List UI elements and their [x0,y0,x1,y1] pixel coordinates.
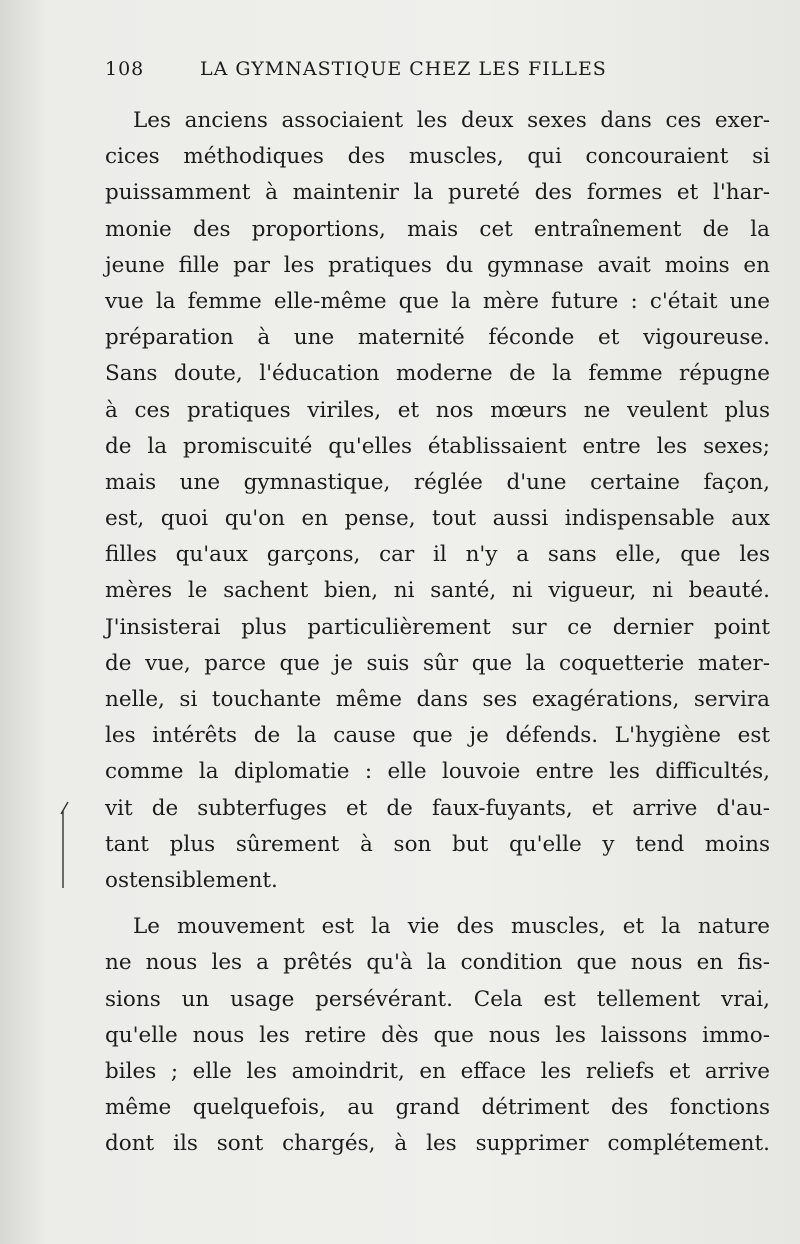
text-line: vit de subterfuges et de faux-fuyants, et arrive d'au- [105,795,770,821]
text-line: tant plus sûrement à son but qu'elle y tend moins [105,831,770,857]
text-line: préparation à une maternité féconde et vigoureuse. [105,325,770,351]
text-line: même quelquefois, au grand détriment des fonctions [105,1095,770,1121]
text-line: mais une gymnastique, réglée d'une certaine façon, [105,469,770,495]
text-line: Les anciens associaient les deux sexes dans ces exer- [133,108,770,133]
text-line: ostensiblement. [105,867,278,893]
text-line: à ces pratiques viriles, et nos mœurs ne veulent plus [105,397,770,423]
paragraph-1 [105,103,770,899]
text-line: Sans doute, l'éducation moderne de la femme répugne [105,361,770,387]
text-line: J'insisterai plus particulièrement sur ce dernier point [105,614,770,640]
text-line: monie des proportions, mais cet entraînement de la [105,216,770,242]
pencil-margin-mark [58,800,72,890]
paragraph-2 [105,909,770,1162]
text-line: comme la diplomatie : elle louvoie entre les difficultés, [105,759,770,785]
text-line: biles ; elle les amoindrit, en efface les reliefs et arrive [105,1058,770,1084]
text-line: filles qu'aux garçons, car il n'y a sans elle, que les [105,542,770,568]
text-line: jeune fille par les pratiques du gymnase avait moins en [105,252,770,278]
text-line: est, quoi qu'on en pense, tout aussi indispensable aux [105,506,770,532]
text-line: ne nous les a prêtés qu'à la condition que nous en fis- [105,950,770,976]
text-line: cices méthodiques des muscles, qui concouraient si [105,144,770,170]
text-line: mères le sachent bien, ni santé, ni vigueur, ni beauté. [105,578,770,604]
page-header [105,58,775,88]
text-line: puissamment à maintenir la pureté des formes et l'har- [105,180,770,206]
text-line: nelle, si touchante même dans ses exagérations, servira [105,687,770,712]
text-line: de vue, parce que je suis sûr que la coquetterie mater- [105,650,770,676]
text-line: sions un usage persévérant. Cela est tellement vrai, [105,986,770,1012]
text-line: dont ils sont chargés, à les supprimer complétement. [105,1131,770,1157]
text-line: vue la femme elle-même que la mère future : c'était une [105,288,770,314]
body-text [105,103,770,1162]
running-title: LA GYMNASTIQUE CHEZ LES FILLES [200,58,607,80]
text-line: Le mouvement est la vie des muscles, et la nature [133,914,770,940]
page-number: 108 [105,58,145,80]
text-line: de la promiscuité qu'elles établissaient entre les sexes; [105,433,770,459]
text-line: qu'elle nous les retire dès que nous les laissons immo- [105,1022,770,1048]
text-line: les intérêts de la cause que je défends. L'hygiène est [105,723,770,749]
